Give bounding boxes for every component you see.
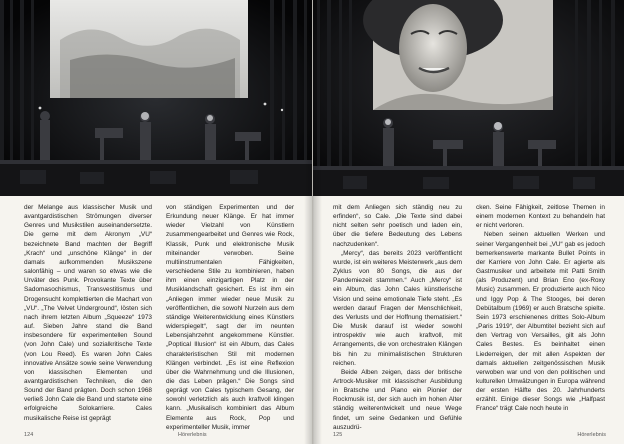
left-page-text (24, 203, 294, 432)
paragraph: der Melange aus klassischer Musik und avantgardistischen Strömungen diverser Genres und Musikstilen auseinandersetzte. Die gerne mit dem Akronym „VU“ bezeichnete Band machten der Begriff „Krach“ und „unschöne Klänge“ in der damals aufkommenden Musikszene salonfähig – und waren so etwas wie die Urväter des Punk. Provokante Texte über Sadomasochismus, Transvestitismus und Drogensucht komplettierten die Machart von „VU“. „The Velvet Underground“, lösten sich nach ihrem letzten Album „Squeeze“ 1973 auf. Sieben Jahre stand die Band insbesondere für experimentellen Sound (von John Cale) und sozialkritische Texte (von Lou Reed). Es waren John Cales innovative Ansätze sowie seine Verwendung von klassischen Elementen und avantgardistischen Techniken, die den Sound der Band prägten. Doch schon 1968 verließ John Cale die Band und startete eine erfolgreiche Solokarriere. Cales musikalische Reise ist geprägt (24, 204, 152, 422)
paragraph: cken. Seine Fähigkeit, zeitlose Themen in einem modernen Kontext zu behandeln hat er nicht verloren. (476, 204, 605, 230)
right-column-2 (476, 203, 605, 432)
page-number-right: 125 (333, 432, 343, 438)
right-column-1 (333, 203, 462, 432)
concert-screen-face-image (313, 0, 624, 196)
concert-stage-image (0, 0, 312, 196)
concert-photo-right (313, 0, 624, 196)
paragraph: mit dem Anliegen sich ständig neu zu erfinden“, so Cale. „Die Texte sind dabei nicht selten sehr poetisch und laden ein, über die tiefere Bedeutung des Lebens nachzudenken“. (333, 204, 462, 248)
paragraph: Beide Alben zeigen, dass der britische Artrock-Musiker mit klassischer Ausbildung in Bratsche und Piano ein Pionier der Rockmusik ist, der sich auch im hohen Alter ständig weiterentwickelt und neue Wege findet, um seine Gedanken und Gefühle auszudrü- (333, 368, 462, 431)
magazine-name-left: Hörerlebnis (178, 432, 207, 438)
paragraph: Neben seinen aktuellen Werken und seiner Vergangenheit bei „VU“ gab es jedoch bemerkenswerte markante Bullet Points in der Karriere von John Cale. Er agierte als Gastmusiker und arbeitete mit Patti Smith (als Produzent) und Brian Eno (ex-Roxy Music) zusammen. Er produzierte auch Nico und Iggy Pop & The Stooges, bei deren Debütalbum (1969) er auch Bratsche spielte. Sein 1973 erschienenes drittes Solo-Album „Paris 1919“, der Albumtitel bezieht sich auf den Vertrag von Versailles, gilt als John Cales Bestes. Es beinhaltet einen Liederreigen, der mit allen Aspekten der damals aktuellen zeitgenössischen Musik verwoben war und von den politischen und kulturellen Umwälzungen in Europa während der ersten Hälfte des 20. Jahrhunderts erzählt. Einige dieser Songs wie „Halfpast France“ trägt Cale noch heute in (476, 231, 605, 413)
left-column-1 (24, 203, 152, 432)
paragraph: „Mercy“, das bereits 2023 veröffentlicht wurde, ist ein weiteres Meisterwerk „aus dem Zyklus von 80 Songs, die aus der Pandemiezeit stammen.“ Auch „Mercy“ ist ein Album, das John Cales künstlerische Vision und seine emotionale Tiefe steht. „Es werden darauf Fragen der Menschlichkeit, des Verlusts und der Hoffnung thematisiert.“ Die Musik darauf ist wieder sowohl introspektiv wie auch kraftvoll, mit Arrangements, die von orchestralen Klängen bis hin zu minimalistischen Strukturen reichen. (333, 249, 462, 367)
right-page (313, 0, 624, 444)
paragraph: von ständigen Experimenten und der Erkundung neuer Klänge. Er hat immer wieder Vielzahl von Künstlern zusammengearbeitet und Genres wie Rock, Klassik, Punk und elektronische Musik miteinander verwoben. Seine multiinstrumentalen Fähigkeiten, verschiedene Stile zu kombinieren, haben ihm einen einzigartigen Platz in der Musiklandschaft gesichert. Es ist ihm ein „Anliegen immer wieder neue Musik zu veröffentlichen, die sowohl Nurzeln aus dem ständige Weiterentwicklung eines Künstlers widerspiegelt“, sagt der im neunten Lebensjahrzehnt angekommene Künstler. „Poptical Illusion“ ist ein Album, das Cales charakteristischen Stil mit modernen Klängen verbindet. „Es ist eine Reflexion über die Wahrnehmung und die Illusionen, die das Leben prägen.“ Die Songs sind geprägt von Cales typischem Gesang, der sowohl verletzlich als auch kraftvoll klingen kann. „Musikalisch kombiniert das Album Elemente aus Rock, Pop und experimenteller Musik, immer (166, 204, 294, 431)
page-number-left: 124 (24, 432, 34, 438)
right-page-text (333, 203, 605, 432)
concert-photo-left (0, 0, 312, 196)
magazine-name-right: Hörerlebnis (577, 432, 606, 438)
left-column-2 (166, 203, 294, 432)
